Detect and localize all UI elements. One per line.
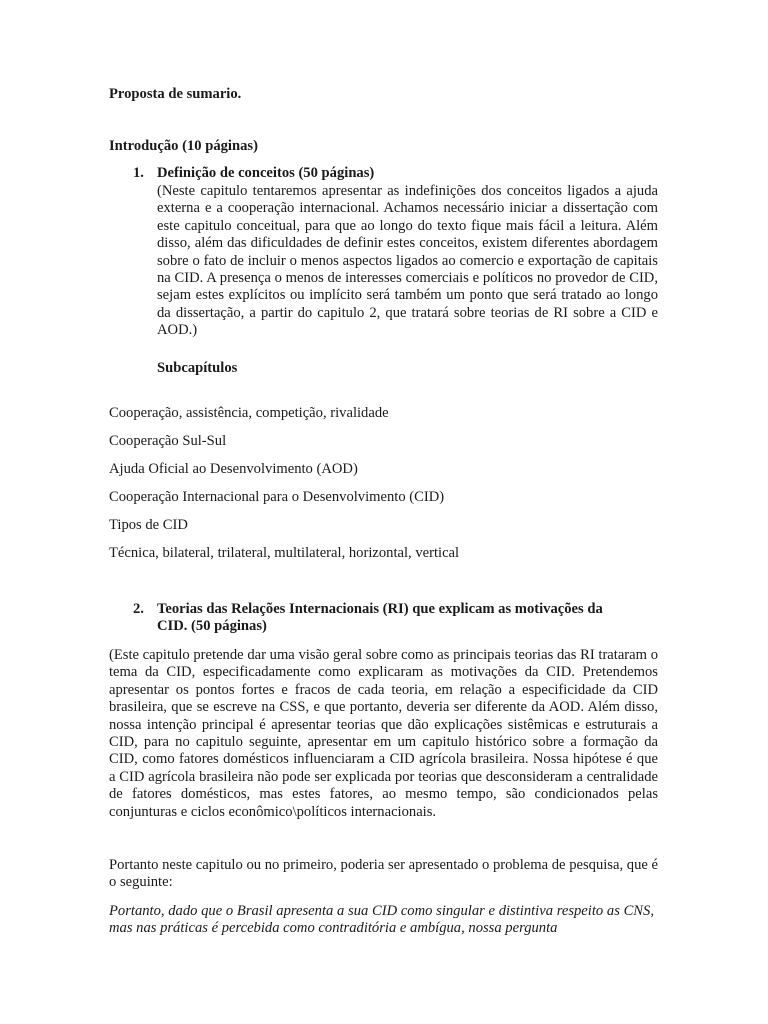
subchapter-item: Cooperação Internacional para o Desenvolvimento (CID) bbox=[109, 489, 445, 505]
chapter1-paragraph: (Neste capitulo tentaremos apresentar as indefinições dos conceitos ligados a ajuda externa e a cooperação internacional. Achamos necessário iniciar a dissertação com este capitulo conceitual, para que ao longo do texto fique mais fácil a leitura. Além disso, além das dificuldades de definir estes conceitos, existem diferentes abordagem sobre o fato de incluir o menos aspectos ligados ao comercio e exportação de capitais na CID. A presença o menos de interesses comerciais e políticos no provedor de CID, sejam estes explícitos ou implícito será também um ponto que será tratado ao longo da dissertação, a partir do capitulo 2, que tratará sobre teorias de RI sobre a CID e AOD.) bbox=[157, 183, 658, 339]
chapter1-heading bbox=[133, 165, 374, 182]
chapter2-paragraph: (Este capitulo pretende dar uma visão geral sobre como as principais teorias das RI trataram o tema da CID, especificadamente como explicaram as motivações da CID. Pretendemos apresentar os pontos fortes e fracos de cada teoria, em relação a especificidade da CID brasileira, que se escreve na CSS, e que portanto, deveria ser diferente da AOD. Além disso, nossa intenção principal é apresentar teorias que dão explicações sistêmicas e estruturais a CID, para no capitulo seguinte, apresentar em um capitulo histórico sobre a formação da CID, como fatores domésticos influenciaram a CID agrícola brasileira. Nossa hipótese é que a CID agrícola brasileira não pode ser explicada por teorias que desconsideram a centralidade de fatores domésticos, mas estes fatores, ao mesmo tempo, são condicionados pelas conjunturas e ciclos econômico\políticos internacionais. bbox=[109, 647, 658, 820]
chapter1-title: Definição de conceitos (50 páginas) bbox=[157, 165, 375, 181]
chapter1-number: 1. bbox=[133, 165, 144, 181]
subchapter-item: Cooperação Sul-Sul bbox=[109, 433, 227, 449]
chapter2-number: 2. bbox=[133, 601, 144, 617]
research-question-paragraph: Portanto, dado que o Brasil apresenta a sua CID como singular e distintiva respeito as CNS, mas nas práticas é percebida como contraditória e ambígua, nossa pergunta bbox=[109, 903, 654, 937]
introduction-heading: Introdução (10 páginas) bbox=[109, 138, 258, 154]
subchapters-label: Subcapítulos bbox=[157, 360, 238, 376]
subchapter-item: Técnica, bilateral, trilateral, multilateral, horizontal, vertical bbox=[109, 545, 460, 561]
chapter2-title-line1: Teorias das Relações Internacionais (RI) que explicam as motivações da bbox=[157, 601, 603, 617]
subchapter-item: Ajuda Oficial ao Desenvolvimento (AOD) bbox=[109, 461, 358, 477]
document-title: Proposta de sumario. bbox=[109, 86, 242, 102]
subchapter-item: Cooperação, assistência, competição, rivalidade bbox=[109, 405, 389, 421]
subchapter-item: Tipos de CID bbox=[109, 517, 188, 533]
chapter2-title-line2: CID. (50 páginas) bbox=[157, 618, 267, 634]
chapter2-heading bbox=[133, 601, 603, 635]
chapter2-paragraph-2: Portanto neste capitulo ou no primeiro, poderia ser apresentado o problema de pesquisa, que é o seguinte: bbox=[109, 857, 658, 891]
